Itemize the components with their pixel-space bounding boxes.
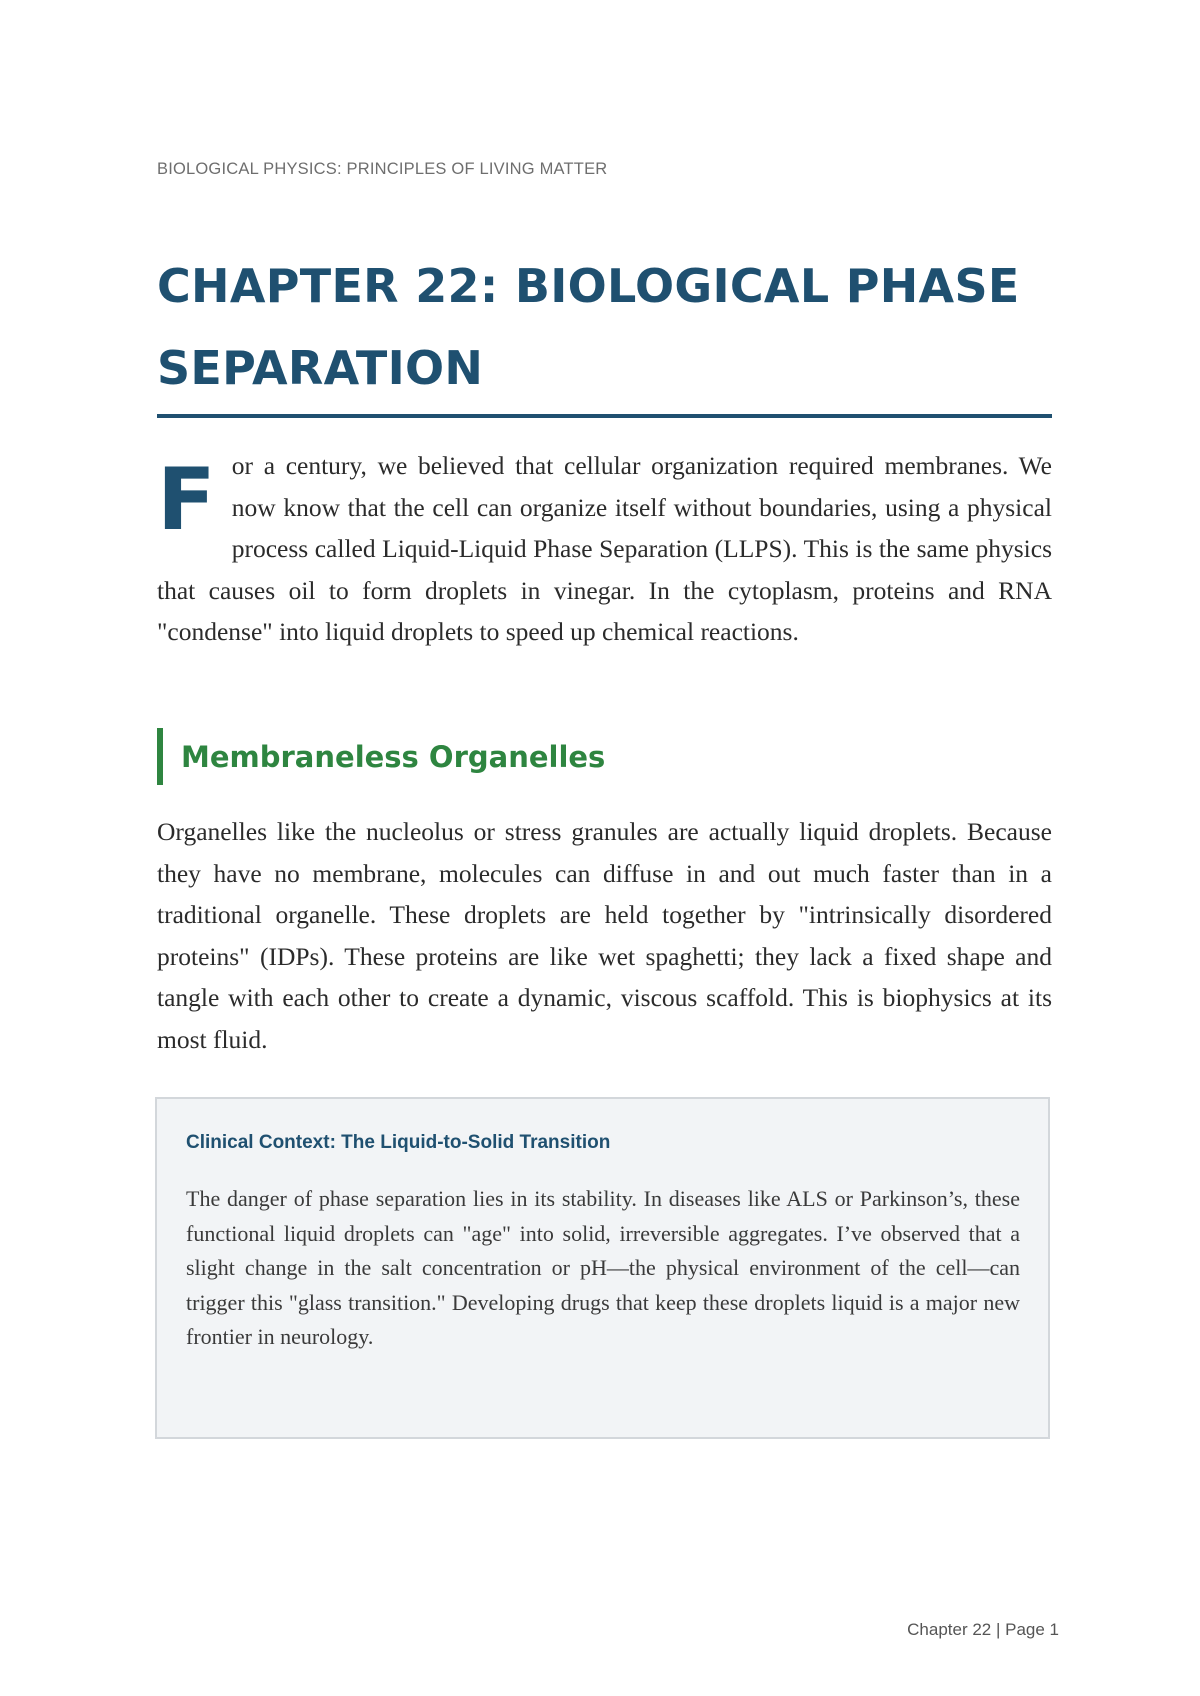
clinical-context-callout [155,1097,1050,1439]
callout-title: Clinical Context: The Liquid-to-Solid Transition [186,1132,611,1153]
page-footer: Chapter 22 | Page 1 [907,1620,1059,1639]
title-divider [157,414,1052,418]
callout-body: The danger of phase separation lies in its stability. In diseases like ALS or Parkinson’s, these functional liquid droplets can "age" into solid, irreversible aggregates. I’ve observed that a slight change in the salt concentration or pH—the physical environment of the cell—can trigger this "glass transition." Developing drugs that keep these droplets liquid is a major new frontier in neurology. [186,1186,1020,1349]
section-heading-text: Membraneless Organelles [181,739,606,774]
running-header: BIOLOGICAL PHYSICS: PRINCIPLES OF LIVING MATTER [157,160,608,178]
body-paragraph: Organelles like the nucleolus or stress granules are actually liquid droplets. Because they have no membrane, molecules can diffuse in and out much faster than in a traditional organelle. These droplets are held together by "intrinsically disordered proteins" (IDPs). These proteins are like wet spaghetti; they lack a fixed shape and tangle with each other to create a dynamic, viscous scaffold. This is biophysics at its most fluid. [157,817,1052,1054]
chapter-title: CHAPTER 22: BIOLOGICAL PHASE SEPARATION [157,259,1020,395]
drop-cap: F [157,450,216,550]
intro-text: or a century, we believed that cellular organization required membranes. We now know that the cell can organize itself without boundaries, using a physical process called Liquid-Liquid Phase Separation (LLPS). This is the same physics that causes oil to form droplets in vinegar. In the cytoplasm, proteins and RNA "condense" into liquid droplets to speed up chemical reactions. [157,451,1052,646]
section-heading [157,728,605,785]
intro-paragraph [157,445,1052,653]
